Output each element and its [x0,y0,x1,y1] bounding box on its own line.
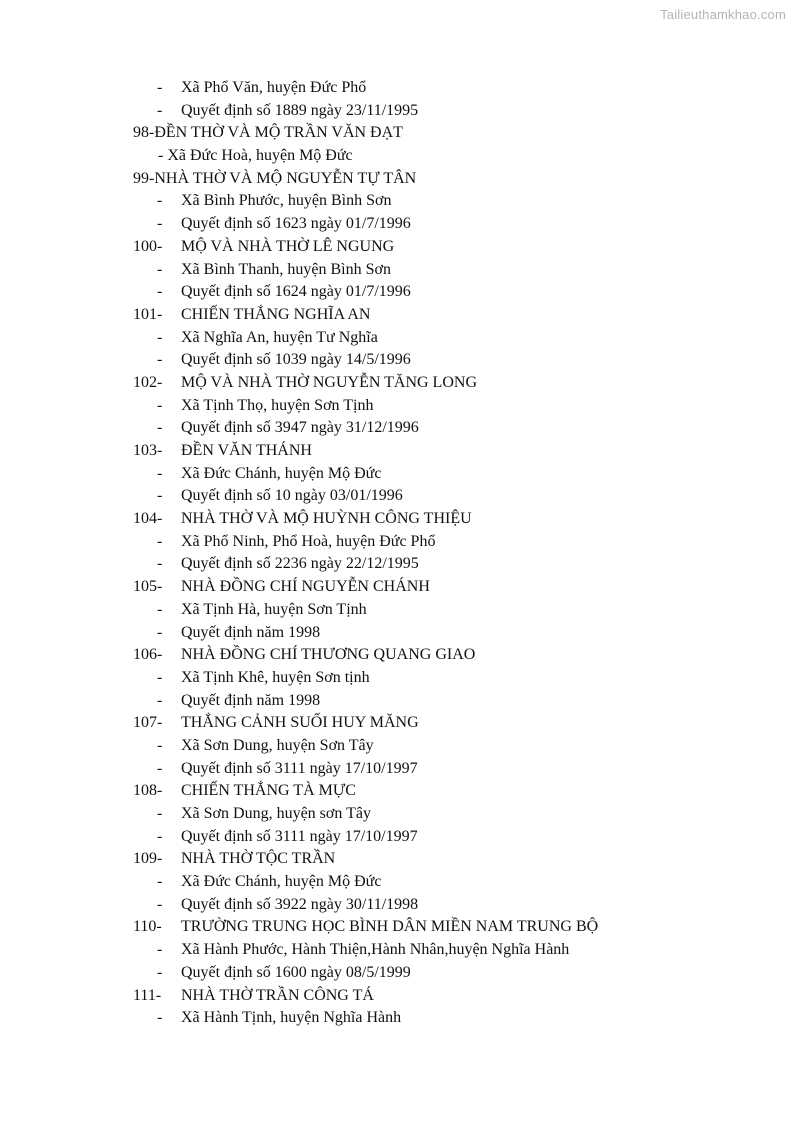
section-heading [0,780,794,803]
list-bullet: - [157,215,163,233]
list-item-text: Xã Phổ Ninh, Phổ Hoà, huyện Đức Phổ [181,532,436,550]
list-bullet: - [157,691,163,709]
list-item-text: - Xã Đức Hoà, huyện Mộ Đức [158,147,353,165]
section-heading [0,508,794,531]
list-bullet: - [157,736,163,754]
section-title: CHIẾN THẮNG NGHĨA AN [181,305,371,323]
list-item [0,939,794,962]
section-number: 100- [133,237,163,255]
list-item [0,667,794,690]
section-number: 105- [133,578,163,596]
section-title: ĐỀN VĂN THÁNH [181,442,312,459]
section-title: NHÀ ĐỒNG CHÍ NGUYỄN CHÁNH [181,578,430,596]
list-item-text: Quyết định số 1600 ngày 08/5/1999 [181,963,411,981]
section-number: 103- [133,442,163,459]
list-item [0,190,794,213]
list-item-text: Xã Sơn Dung, huyện Sơn Tây [181,736,374,754]
section-title: 98-ĐỀN THỜ VÀ MỘ TRẦN VĂN ĐẠT [133,124,403,142]
list-bullet: - [157,328,163,346]
list-item [0,622,794,645]
list-item-text: Quyết định số 1623 ngày 01/7/1996 [181,215,411,233]
list-item-text: Xã Nghĩa An, huyện Tư Nghĩa [181,328,378,346]
list-item [0,599,794,622]
list-item [0,281,794,304]
section-title: CHIẾN THẮNG TÀ MỰC [181,782,356,800]
list-bullet: - [157,464,163,482]
list-item [0,962,794,985]
section-number: 104- [133,510,163,528]
list-item [0,690,794,713]
section-heading [0,372,794,395]
list-item [0,77,794,100]
list-item [0,735,794,758]
list-bullet: - [157,283,163,301]
list-item [0,758,794,781]
list-bullet: - [157,487,163,505]
list-item-text: Xã Đức Chánh, huyện Mộ Đức [181,873,382,891]
list-bullet: - [157,623,163,641]
section-heading [0,122,794,145]
section-number: 108- [133,782,163,800]
section-heading [0,576,794,599]
list-bullet: - [157,555,163,573]
section-heading [0,644,794,667]
section-heading [0,916,794,939]
list-item-text: Xã Đức Chánh, huyện Mộ Đức [181,464,382,482]
section-title: MỘ VÀ NHÀ THỜ LÊ NGUNG [181,237,395,255]
list-item-text: Xã Hành Tịnh, huyện Nghĩa Hành [181,1009,402,1027]
section-number: 111- [133,986,162,1004]
section-title: THẮNG CẢNH SUỐI HUY MĂNG [181,714,419,732]
list-item [0,803,794,826]
list-item-text: Quyết định số 1039 ngày 14/5/1996 [181,351,411,369]
list-item-text: Quyết định số 3947 ngày 31/12/1996 [181,419,419,437]
list-item-text: Xã Hành Phước, Hành Thiện,Hành Nhân,huyện Nghĩa Hành [181,941,570,959]
list-item [0,100,794,123]
section-title: NHÀ THỜ TỘC TRẦN [181,850,336,868]
section-heading [0,236,794,259]
list-item-text: Xã Sơn Dung, huyện sơn Tây [181,805,371,822]
section-heading [0,440,794,463]
section-number: 110- [133,918,162,936]
list-item-text: Xã Bình Phước, huyện Bình Sơn [181,192,392,210]
section-number: 107- [133,714,163,732]
list-item-text: Xã Tịnh Hà, huyện Sơn Tịnh [181,600,367,618]
section-title: NHÀ THỜ TRẦN CÔNG TÁ [181,986,374,1004]
list-item-text: Xã Phổ Văn, huyện Đức Phổ [181,79,367,96]
list-item-text: Quyết định số 3111 ngày 17/10/1997 [181,759,418,777]
list-item [0,417,794,440]
list-item-text: Quyết định số 10 ngày 03/01/1996 [181,487,403,505]
section-title: NHÀ ĐỒNG CHÍ THƯƠNG QUANG GIAO [181,646,476,664]
list-item [0,395,794,418]
list-bullet: - [157,532,163,550]
list-item [0,259,794,282]
list-bullet: - [157,1009,163,1027]
list-bullet: - [157,260,163,278]
list-item [0,485,794,508]
section-heading [0,985,794,1008]
section-number: 102- [133,373,163,391]
list-bullet: - [157,941,163,959]
list-bullet: - [157,805,163,822]
section-number: 101- [133,305,163,323]
watermark-text: Tailieuthamkhao.com [660,7,786,22]
list-bullet: - [157,600,163,618]
list-bullet: - [157,668,163,686]
list-item-text: Quyết định số 3922 ngày 30/11/1998 [181,895,419,913]
section-heading [0,712,794,735]
list-item-text: Xã Tịnh Thọ, huyện Sơn Tịnh [181,396,374,414]
section-title: NHÀ THỜ VÀ MỘ HUỲNH CÔNG THIỆU [181,510,472,528]
list-item-text: Quyết định số 1624 ngày 01/7/1996 [181,283,411,301]
list-item-text: Quyết định số 3111 ngày 17/10/1997 [181,827,418,845]
list-bullet: - [157,101,163,119]
list-item [0,213,794,236]
list-bullet: - [157,963,163,981]
section-number: 109- [133,850,163,868]
list-bullet: - [157,351,163,369]
list-item-text: Quyết định số 1889 ngày 23/11/1995 [181,101,419,119]
list-item-text: Quyết định số 2236 ngày 22/12/1995 [181,555,419,573]
list-item-text: Xã Tịnh Khê, huyện Sơn tịnh [181,668,370,686]
section-title: 99-NHÀ THỜ VÀ MỘ NGUYỄN TỰ TÂN [133,169,417,187]
list-bullet: - [157,895,163,913]
section-heading [0,168,794,191]
section-title: MỘ VÀ NHÀ THỜ NGUYỄN TĂNG LONG [181,373,477,391]
list-bullet: - [157,396,163,414]
list-bullet: - [157,192,163,210]
list-item [0,553,794,576]
list-item [0,463,794,486]
list-item [0,871,794,894]
list-item [0,327,794,350]
section-title: TRƯỜNG TRUNG HỌC BÌNH DÂN MIỀN NAM TRUNG BỘ [181,918,599,936]
list-bullet: - [157,827,163,845]
list-item [0,349,794,372]
list-bullet: - [157,873,163,891]
list-item [0,1007,794,1030]
section-number: 106- [133,646,163,664]
list-item [0,531,794,554]
section-heading [0,848,794,871]
document-body [0,77,794,1030]
list-bullet: - [157,759,163,777]
list-bullet: - [157,79,163,96]
list-item [0,145,794,168]
list-bullet: - [157,419,163,437]
section-heading [0,304,794,327]
list-item [0,894,794,917]
list-item [0,826,794,849]
list-item-text: Quyết định năm 1998 [181,623,321,641]
list-item-text: Quyết định năm 1998 [181,691,321,709]
list-item-text: Xã Bình Thanh, huyện Bình Sơn [181,260,391,278]
